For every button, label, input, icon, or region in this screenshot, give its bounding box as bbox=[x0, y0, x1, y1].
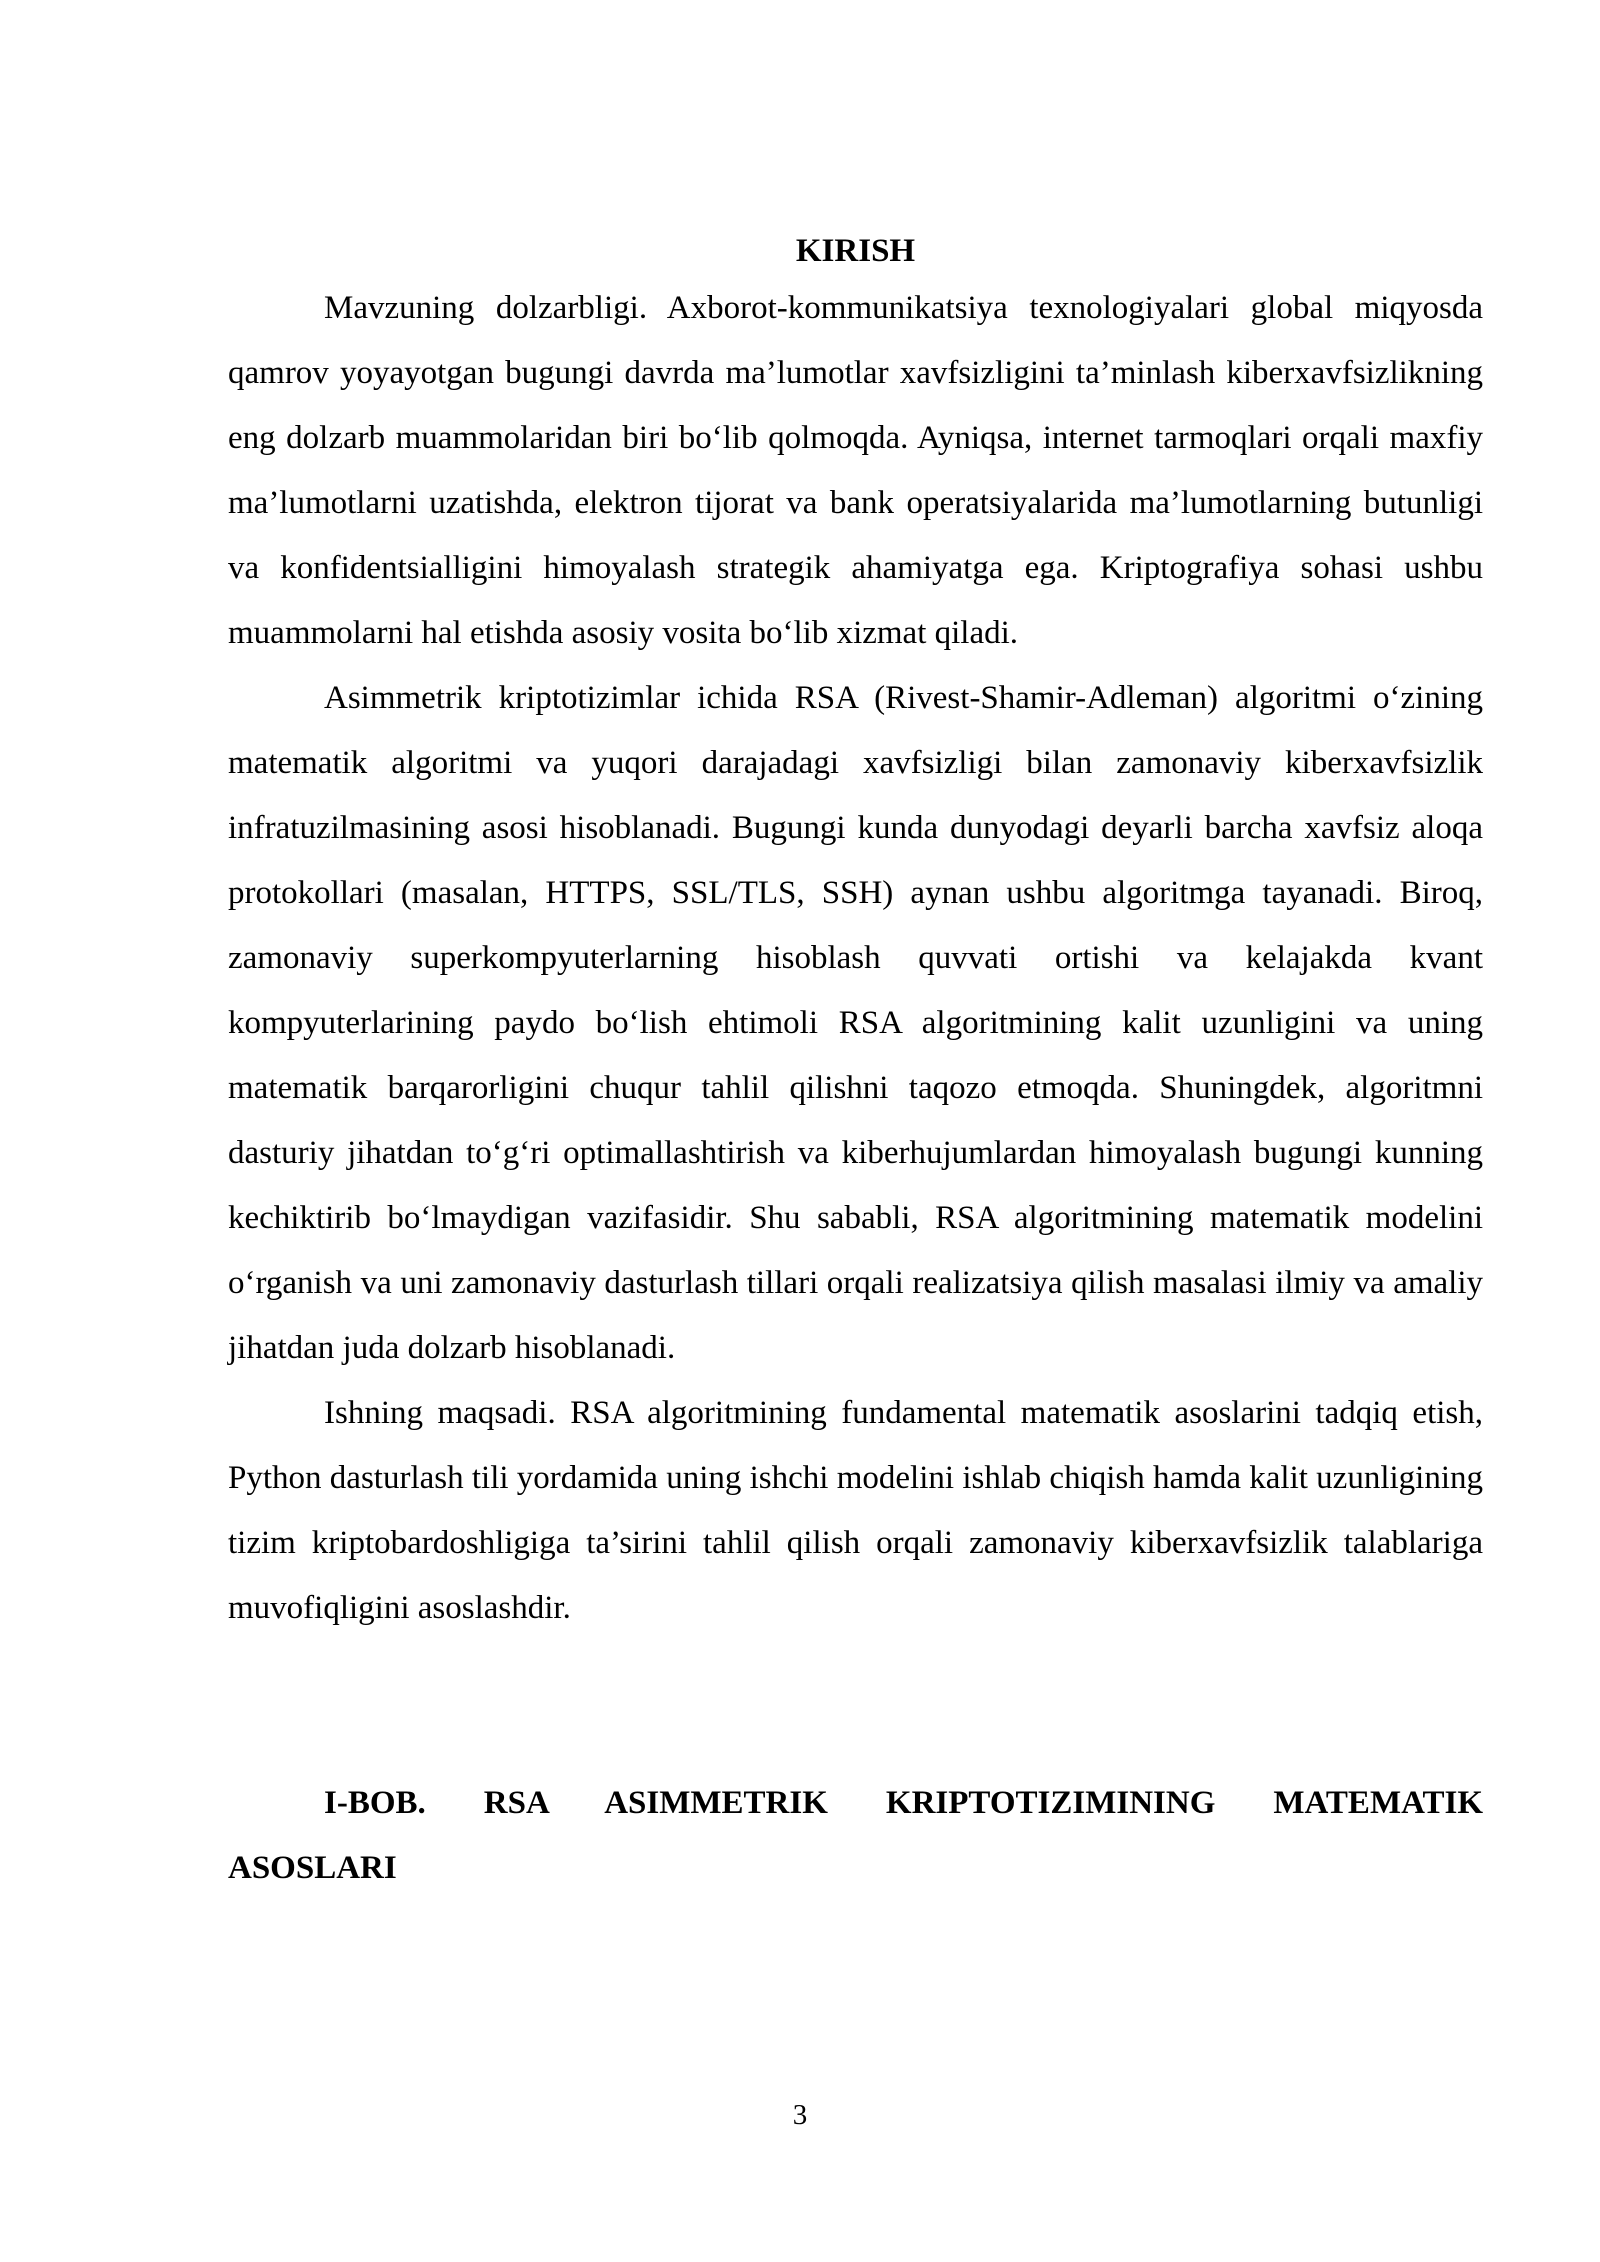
paragraph-lead-relevance: Mavzuning dolzarbligi. bbox=[324, 290, 648, 326]
paragraph-relevance bbox=[228, 276, 1483, 666]
paragraph-goal bbox=[228, 1381, 1483, 1641]
paragraph-rsa-overview: Asimmetrik kriptotizimlar ichida RSA (Rivest-Shamir-Adleman) algoritmi o‘zining matematik algoritmi va yuqori darajadagi xavfsizligi bilan zamonaviy kiberxavfsizlik infratuzilmasining asosi hisoblanadi. Bugungi kunda dunyodagi deyarli barcha xavfsiz aloqa protokollari (masalan, HTTPS, SSL/TLS, SSH) aynan ushbu algoritmga tayanadi. Biroq, zamonaviy superkompyuterlarning hisoblash quvvati ortishi va kelajakda kvant kompyuterlarining paydo bo‘lish ehtimoli RSA algoritmining kalit uzunligini va uning matematik barqarorligini chuqur tahlil qilishni taqozo etmoqda. Shuningdek, algoritmni dasturiy jihatdan to‘g‘ri optimallashtirish va kiberhujumlardan himoyalash bugungi kunning kechiktirib bo‘lmaydigan vazifasidir. Shu sababli, RSA algoritmining matematik modelini o‘rganish va uni zamonaviy dasturlash tillari orqali realizatsiya qilish masalasi ilmiy va amaliy jihatdan juda dolzarb hisoblanadi. bbox=[228, 680, 1483, 1366]
chapter-title: I-BOB. RSA ASIMMETRIK KRIPTOTIZIMINING MATEMATIK ASOSLARI bbox=[228, 1785, 1483, 1886]
paragraph-text-goal: RSA algoritmining fundamental matematik asoslarini tadqiq etish, Python dasturlash tili yordamida uning ishchi modelini ishlab chiqish hamda kalit uzunligining tizim kriptobardoshligiga ta’sirini tahlil qilish orqali zamonaviy kiberxavfsizlik talablariga muvofiqligini asoslashdir. bbox=[228, 1395, 1483, 1626]
page-number: 3 bbox=[792, 2099, 808, 2131]
paragraph-text-relevance: Axborot-kommunikatsiya texnologiyalari global miqyosda qamrov yoyayotgan bugungi davrda ma’lumotlar xavfsizligini ta’minlash kiberxavfsizlikning eng dolzarb muammolaridan biri bo‘lib qolmoqda. Ayniqsa, internet tarmoqlari orqali maxfiy ma’lumotlarni uzatishda, elektron tijorat va bank operatsiyalarida ma’lumotlarning butunligi va konfidentsialligini himoyalash strategik ahamiyatga ega. Kriptografiya sohasi ushbu muammolarni hal etishda asosiy vosita bo‘lib xizmat qiladi. bbox=[228, 290, 1484, 651]
section-heading-kirish: KIRISH bbox=[795, 233, 916, 269]
page-content bbox=[228, 226, 1483, 1901]
section-spacer bbox=[228, 1641, 1483, 1771]
paragraph-lead-goal: Ishning maqsadi. bbox=[324, 1395, 556, 1431]
